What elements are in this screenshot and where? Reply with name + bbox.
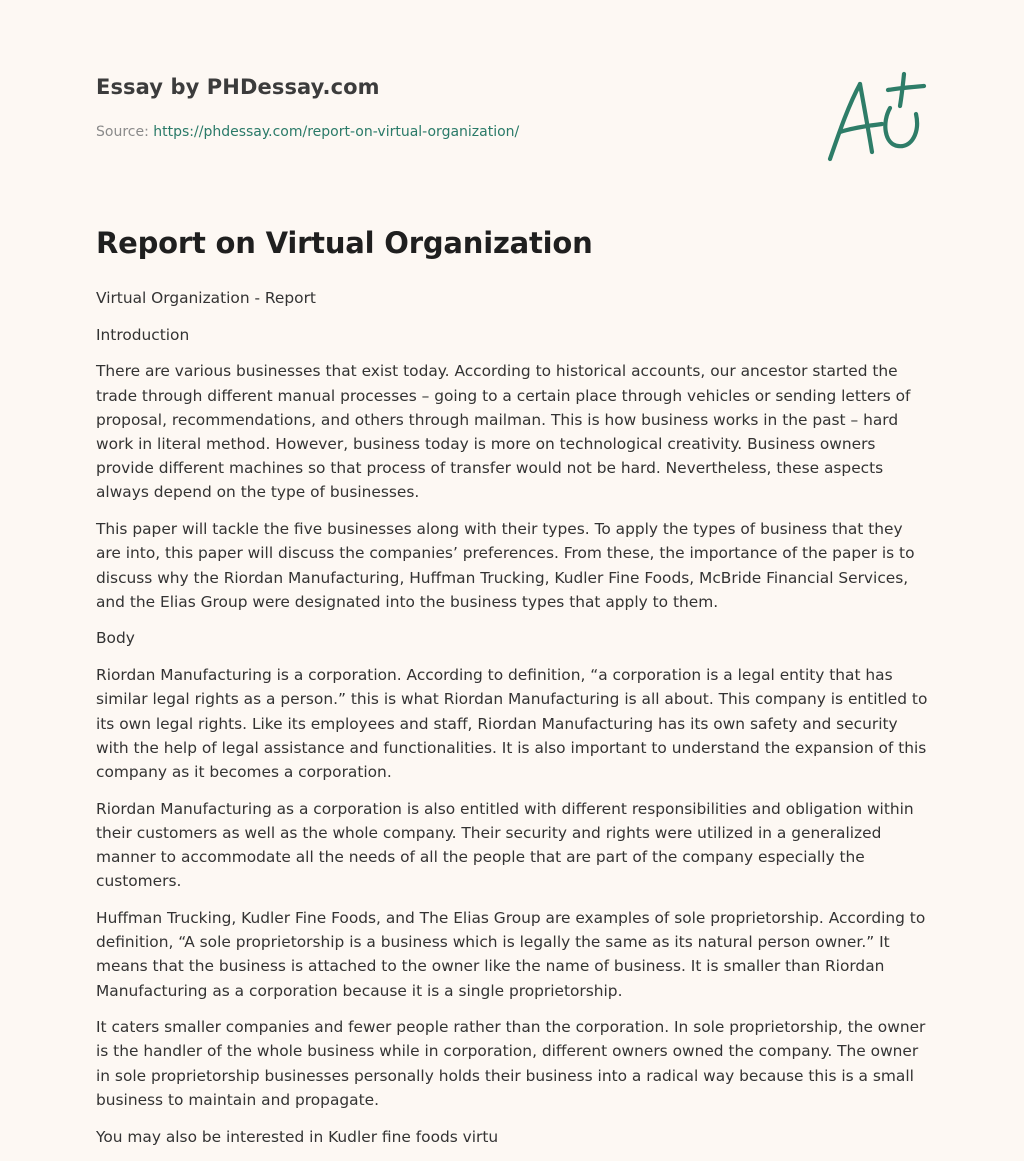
essay-paragraph: This paper will tackle the five businesses along with their types. To apply the types of business that they are into, this paper will discuss the companies’ preferences. From these, the importance of the paper is to discuss why the Riordan Manufacturing, Huffman Trucking, Kudler Fine Foods, McBride Financial Services, and the Elias Group were designated into the business types that apply to them. xyxy=(96,520,915,611)
source-label: Source: xyxy=(96,124,149,140)
a-plus-logo-icon xyxy=(820,66,928,166)
essay-paragraph: Introduction xyxy=(96,325,190,344)
essay-paragraph: It caters smaller companies and fewer people rather than the corporation. In sole proprietorship, the owner is the handler of the whole business while in corporation, different owners owned the company. The owner in sole proprietorship businesses personally holds their business into a radical way because this is a small business to maintain and propagate. xyxy=(96,1018,926,1109)
related-essay-teaser[interactable]: You may also be interested in Kudler fine foods virtu xyxy=(96,1127,499,1146)
site-title: Essay by PHDessay.com xyxy=(96,75,380,99)
essay-paragraph: Huffman Trucking, Kudler Fine Foods, and The Elias Group are examples of sole proprietorship. According to definition, “A sole proprietorship is a business which is legally the same as its natural person owner.” It means that the business is attached to the owner like the name of business. It is smaller than Riordan Manufacturing as a corporation because it is a single proprietorship. xyxy=(96,908,926,1000)
essay-paragraph: There are various businesses that exist today. According to historical accounts, our ancestor started the trade through different manual processes – going to a certain place through vehicles or sending letters of proposal, recommendations, and others through mailman. This is how business works in the past – hard work in literal method. However, business today is more on technological creativity. Business owners provide different machines so that process of transfer would not be hard. Nevertheless, these aspects always depend on the type of businesses. xyxy=(96,362,911,502)
essay-body xyxy=(96,286,930,1161)
essay-paragraph: Body xyxy=(96,629,135,648)
essay-paragraph: Riordan Manufacturing is a corporation. According to definition, “a corporation is a legal entity that has similar legal rights as a person.” this is what Riordan Manufacturing is all about. This company is entitled to its own legal rights. Like its employees and staff, Riordan Manufacturing has its own safety and security with the help of legal assistance and functionalities. It is also important to understand the expansion of this company as it becomes a corporation. xyxy=(96,666,928,781)
source-line xyxy=(96,124,519,140)
essay-paragraph: Virtual Organization - Report xyxy=(96,289,316,307)
essay-title: Report on Virtual Organization xyxy=(96,226,593,260)
source-link[interactable]: https://phdessay.com/report-on-virtual-organization/ xyxy=(153,124,520,140)
essay-paragraph: Riordan Manufacturing as a corporation is also entitled with different responsibilities and obligation within their customers as well as the whole company. Their security and rights were utilized in a generalized manner to accommodate all the needs of all the people that are part of the company especially the customers. xyxy=(96,799,914,891)
